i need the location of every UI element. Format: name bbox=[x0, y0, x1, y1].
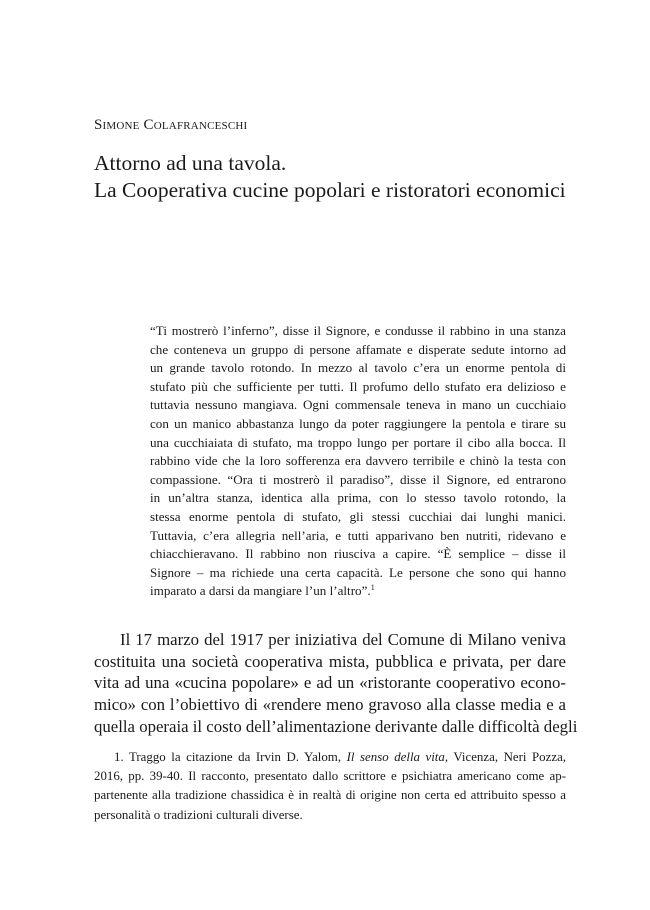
footnote-text: 1. Traggo la citazione da Irvin D. Yalom, bbox=[114, 750, 347, 764]
epigraph-last-line bbox=[150, 582, 566, 601]
chapter-subtitle-line: La Cooperativa cucine popolari e ristoratori economici bbox=[94, 178, 566, 202]
epigraph-line: compassione. “Ora ti mostrerò il paradiso”, disse il Signore, ed entrarono bbox=[150, 471, 566, 487]
body-paragraph bbox=[94, 629, 578, 738]
body-line: Il 17 marzo del 1917 per iniziativa del Comune di Milano veniva bbox=[120, 630, 566, 649]
epigraph-line: con un manico abbastanza lungo da poter raggiungere la pentola e tirare su bbox=[150, 415, 566, 431]
footnote-line: personalità o tradizioni culturali diverse. bbox=[94, 807, 303, 822]
chapter-title-line: Attorno ad una tavola. bbox=[94, 151, 287, 175]
footnote-line: 2016, pp. 39-40. Il racconto, presentato dallo scrittore e psichiatra americano come ap- bbox=[94, 769, 566, 784]
epigraph-line: stufato più che sufficiente per tutti. Il profumo dello stufato era delizioso e bbox=[150, 378, 566, 394]
body-line: vita ad una «cucina popolare» e ad un «ristorante cooperativo econo- bbox=[94, 673, 566, 693]
footnote bbox=[94, 748, 566, 825]
epigraph-line: Tuttavia, c’era allegria nell’aria, e tutti apparivano ben nutriti, ridevano e bbox=[150, 527, 566, 543]
epigraph bbox=[150, 322, 566, 601]
epigraph-line: un grande tavolo rotondo. In mezzo al tavolo c’era un enorme pentola di bbox=[150, 360, 566, 376]
body-line: costituita una società cooperativa mista, pubblica e privata, per dare bbox=[94, 651, 566, 671]
footnote-reference[interactable]: 1 bbox=[370, 583, 375, 593]
epigraph-line: rabbino vide che la loro sofferenza era davvero terribile e chinò la testa con bbox=[150, 453, 566, 469]
footnote-line bbox=[94, 748, 566, 767]
epigraph-line: chiacchieravano. Il rabbino non riusciva a capire. “È semplice – disse il bbox=[150, 546, 566, 562]
epigraph-line: stessa enorme pentola di stufato, gli stessi cucchiai dai lunghi manici. bbox=[150, 508, 566, 524]
footnote-book-title: Il senso della vita bbox=[346, 750, 445, 764]
footnote-text: , Vicenza, Neri Pozza, bbox=[444, 750, 567, 764]
epigraph-line: “Ti mostrerò l’inferno”, disse il Signore, e condusse il rabbino in una stanza bbox=[150, 323, 566, 338]
footnote-line: partenente alla tradizione chassidica è in realtà di origine non certa ed attribuito spesso a bbox=[94, 788, 566, 803]
epigraph-line: in un’altra stanza, identica alla prima, con lo stesso tavolo rotondo, la bbox=[150, 490, 566, 506]
epigraph-line: Signore – ma richiede una certa capacità. Le persone che sono qui hanno bbox=[150, 564, 566, 580]
epigraph-line-text: imparato a darsi da mangiare l’un l’altro”. bbox=[150, 583, 371, 599]
author-name: Simone Colafranceschi bbox=[94, 117, 248, 133]
epigraph-line: tuttavia nessuno mangiava. Ogni commensale teneva in mano un cucchiaio bbox=[150, 397, 566, 413]
chapter-title bbox=[94, 150, 594, 204]
body-line: mico» con l’obiettivo di «rendere meno gravoso alla classe media e a bbox=[94, 695, 566, 715]
epigraph-line: una cucchiaiata di stufato, ma troppo lungo per portare il cibo alla bocca. Il bbox=[150, 434, 566, 450]
body-line: quella operaia il costo dell’alimentazione derivante dalle difficoltà degli bbox=[94, 716, 578, 736]
epigraph-line: che conteneva un gruppo di persone affamate e disperate sedute intorno ad bbox=[150, 341, 566, 357]
